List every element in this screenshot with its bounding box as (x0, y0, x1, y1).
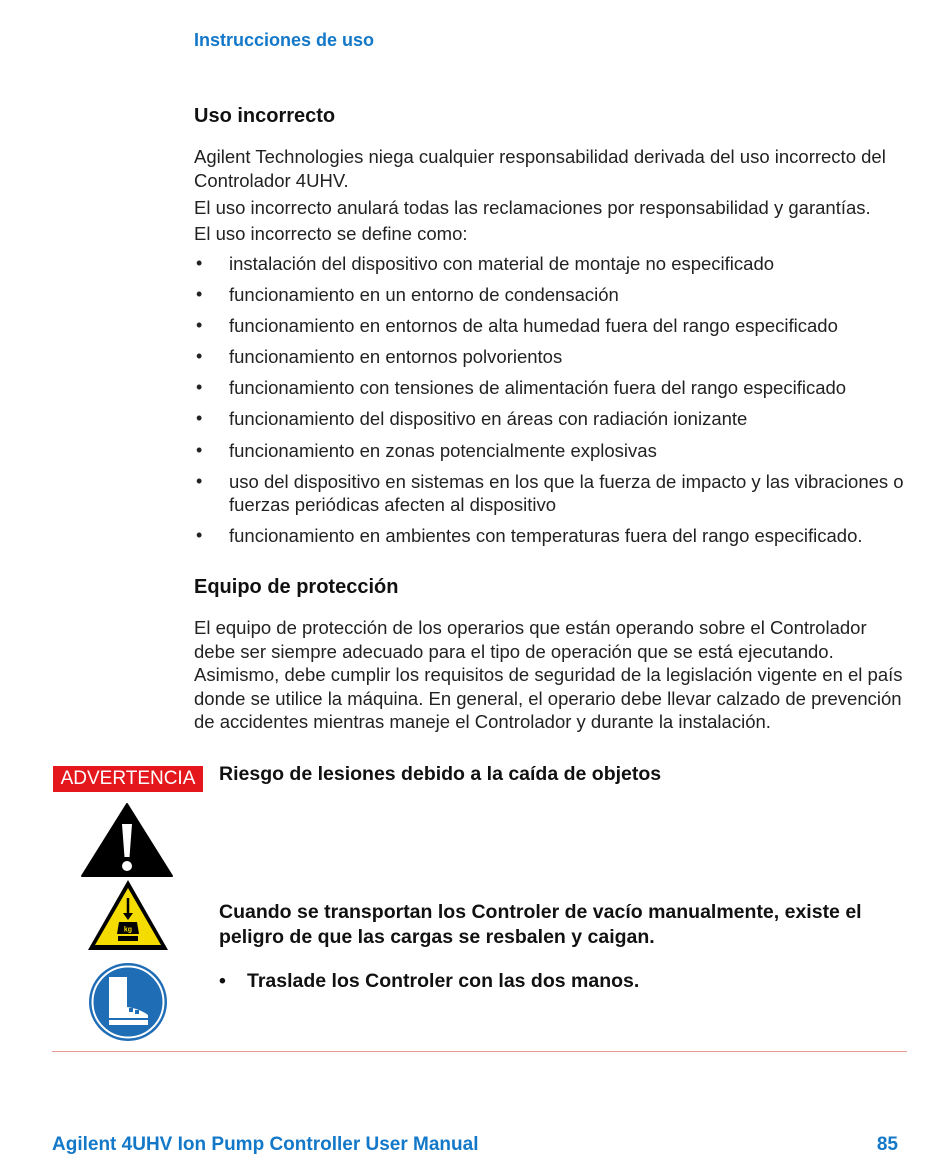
bullet-mark: • (196, 346, 203, 367)
warning-title: Riesgo de lesiones debido a la caída de objetos (219, 763, 662, 785)
list-item (194, 524, 906, 548)
header-section-title: Instrucciones de uso (194, 30, 375, 50)
misuse-paragraph-1: Agilent Technologies niega cualquier responsabilidad derivada del uso incorrecto del Controlador 4UHV. (194, 146, 886, 191)
footer-title: Agilent 4UHV Ion Pump Controller User Manual (52, 1134, 479, 1155)
bullet-mark: • (196, 377, 203, 398)
misuse-paragraph-3: El uso incorrecto se define como: (194, 223, 468, 244)
list-item-text: funcionamiento en entornos de alta humedad fuera del rango especificado (229, 315, 838, 337)
list-item (194, 376, 906, 400)
list-item (194, 345, 906, 369)
warning-bullet (219, 970, 639, 993)
bullet-mark: • (196, 470, 203, 491)
load-weight-label: kg (123, 926, 133, 934)
general-warning-icon (80, 802, 174, 878)
misuse-list (194, 252, 906, 555)
warning-bullet-text: Traslade los Controler con las dos manos. (247, 970, 640, 992)
misuse-paragraph-2: El uso incorrecto anulará todas las reclamaciones por responsabilidad y garantías. (194, 197, 871, 218)
page-number: 85 (876, 1134, 898, 1155)
bullet-mark: • (196, 284, 203, 305)
warning-text: Cuando se transportan los Controler de vacío manualmente, existe el peligro de que las cargas se resbalen y caigan. (219, 901, 862, 948)
bullet-mark: • (196, 253, 203, 273)
list-item-text: funcionamiento en ambientes con temperaturas fuera del rango especificado. (229, 525, 863, 547)
list-item (194, 439, 906, 463)
bullet-mark: • (196, 525, 203, 546)
bullet-mark: • (219, 970, 226, 992)
falling-load-hazard-icon (86, 878, 170, 952)
list-item-text: instalación del dispositivo con material de montaje no especificado (229, 253, 775, 274)
list-item-text: funcionamiento con tensiones de alimentación fuera del rango especificado (229, 377, 847, 399)
list-item-text: funcionamiento en zonas potencialmente explosivas (229, 439, 657, 461)
protection-paragraph: El equipo de protección de los operarios que están operando sobre el Controlador debe ser siempre adecuado para el tipo de operación que se está ejecutando. Asimismo, debe cumplir los requisitos de seguridad de la legislación vigente en el país donde se utilice la máquina. En general, el operario debe llevar calzado de prevención de accidentes mientras maneje el Controlador y durante la instalación. (194, 617, 903, 732)
misuse-heading: Uso incorrecto (194, 105, 336, 127)
safety-boots-icon (87, 961, 169, 1043)
list-item (194, 470, 906, 517)
list-item (194, 252, 906, 276)
bullet-mark: • (196, 315, 203, 336)
list-item-text: funcionamiento del dispositivo en áreas con radiación ionizante (229, 408, 748, 430)
footer-divider (52, 1051, 907, 1052)
warning-badge: ADVERTENCIA (53, 766, 203, 792)
list-item (194, 407, 906, 431)
protection-heading: Equipo de protección (194, 576, 399, 598)
list-item (194, 314, 906, 338)
list-item-text: uso del dispositivo en sistemas en los que la fuerza de impacto y las vibraciones o fuerzas periódicas afecten al dispositivo (229, 470, 904, 516)
list-item-text: funcionamiento en un entorno de condensación (229, 284, 619, 306)
bullet-mark: • (196, 408, 203, 429)
list-item-text: funcionamiento en entornos polvorientos (229, 346, 563, 368)
bullet-mark: • (196, 439, 203, 460)
list-item (194, 283, 906, 307)
